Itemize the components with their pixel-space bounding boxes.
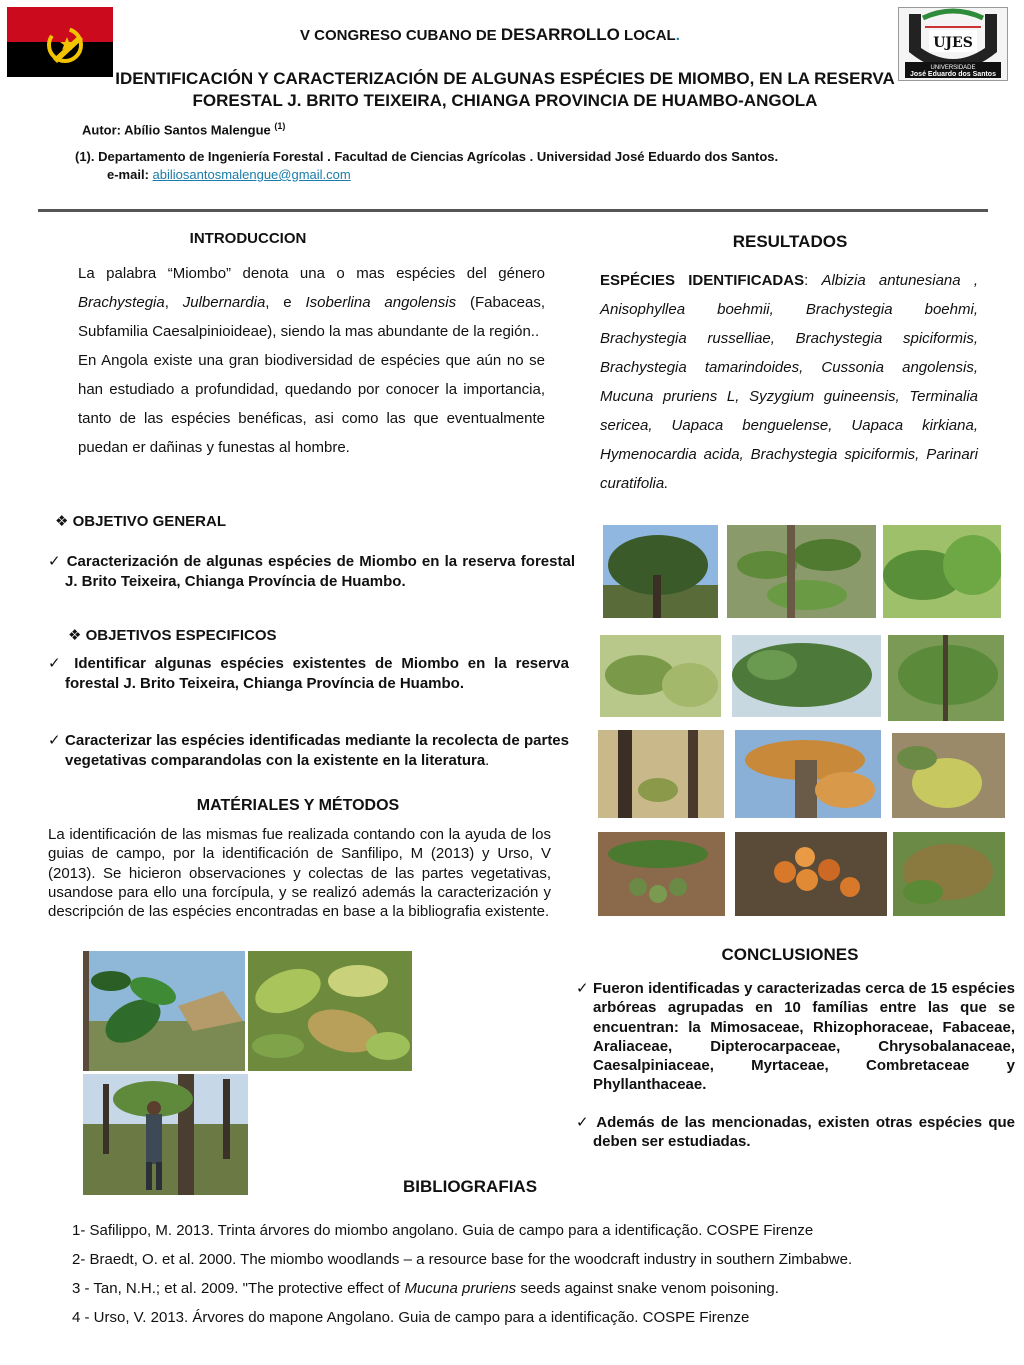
checkmark-icon: ✓ (48, 655, 75, 672)
conclusion-text: Además de las mencionadas, existen otras espécies que deben ser estudiadas. (593, 1114, 1015, 1151)
affiliation (75, 148, 955, 184)
intro-body (78, 259, 545, 462)
genus-name: Isoberlina angolensis (305, 294, 457, 311)
species-list: Albizia antunesiana , Anisophyllea boehmii, Brachystegia boehmi, Brachystegia russelliae, Brachystegia spiciformis, Brachystegia tamarindoides, Cussonia angolensis, Mucuna pruriens L, Syzygium guineensis, Terminalia sericea, Uapaca benguelense, Uapaca kirkiana, Hymenocardia acida, Brachystegia spiciformis, Parinari curatifolia. (600, 272, 978, 492)
field-survey-photo (83, 1074, 248, 1195)
specific-objective-item (48, 731, 569, 770)
species-photo (892, 733, 1005, 818)
heading-text: OBJETIVOS ESPECIFICOS (85, 627, 277, 644)
university-logo (898, 7, 1008, 81)
checkmark-icon: ✓ (576, 980, 593, 997)
species-photo (598, 730, 724, 818)
conclusion-item (576, 1113, 1015, 1152)
species-photo (893, 832, 1005, 916)
species-photo (735, 730, 881, 818)
intro-text: , e (265, 294, 306, 311)
bibliography-entry (72, 1280, 779, 1297)
checkmark-icon: ✓ (48, 732, 66, 749)
genus-name: Julbernardia (182, 294, 266, 311)
objective-text: Caracterización de algunas espécies de Miombo en la reserva forestal J. Brito Teixeira, Chianga Província de Huambo. (65, 553, 575, 590)
specific-objective-item (48, 654, 569, 693)
species-photo (735, 832, 887, 916)
species-photo (883, 525, 1001, 618)
congress-prefix: V CONGRESO CUBANO DE (300, 27, 501, 44)
specific-objectives-heading (68, 626, 277, 644)
checkmark-icon: ✓ (576, 1114, 597, 1131)
email-link[interactable]: abiliosantosmalengue@gmail.com (152, 167, 351, 182)
species-label: ESPÉCIES IDENTIFICADAS (600, 272, 805, 289)
header-divider (38, 209, 988, 212)
congress-name (300, 25, 760, 45)
results-heading: RESULTADOS (732, 232, 848, 251)
diamond-bullet-icon: ❖ (55, 513, 73, 530)
conclusion-text: Fueron identificadas y caracterizadas cerca de 15 espécies arbóreas agrupadas en 10 famílias entre las que se encuentran: la Mimosaceae, Rhizophoraceae, Fabaceae, Araliaceae, Dipterocarpaceae, Chrysobalanaceae, Caesalpiniaceae, Myrtaceae, Combretaceae y Phyllanthaceae. (593, 980, 1015, 1094)
author-footnote: (1) (274, 121, 286, 131)
bibliography-entry: 1- Safilippo, M. 2013. Trinta árvores do miombo angolano. Guia de campo para a identificação. COSPE Firenze (72, 1222, 814, 1239)
congress-suffix: LOCAL (619, 27, 676, 44)
intro-text: La palabra “Miombo” denota una o mas espécies del género (78, 265, 545, 282)
checkmark-icon: ✓ (48, 553, 67, 570)
author (82, 121, 285, 137)
species-colon: : (804, 272, 822, 289)
affiliation-text: (1). Departamento de Ingeniería Forestal . Facultad de Ciencias Agrícolas . Universidad José Eduardo dos Santos. (75, 149, 779, 164)
author-name: Autor: Abílio Santos Malengue (82, 122, 271, 138)
entry-text: 3 - Tan, N.H.; et al. 2009. "The protective effect of (72, 1280, 405, 1297)
general-objective-heading (55, 512, 226, 530)
methods-heading: MATÉRIALES Y MÉTODOS (196, 797, 400, 814)
genus-name: Brachystegia (78, 294, 165, 311)
general-objective-item (48, 552, 575, 591)
angola-flag (7, 7, 113, 77)
intro-text: , (164, 294, 183, 311)
species-photo (598, 832, 725, 916)
methods-body: La identificación de las mismas fue realizada contando con la ayuda de los guias de campo, por la identificación de Sanfilipo, M (2013) y Urso, V (2013). Se hicieron observaciones y colectas de las partes vegetativas, usandose para ello una forcípula, y se realizó además la caracterización y descripción de las espécies encontradas en base a la bibliografia existente. (48, 826, 551, 921)
logo-subtitle-1: UNIVERSIDADE (930, 65, 976, 71)
diamond-bullet-icon: ❖ (68, 627, 86, 644)
seed-pod-photo (248, 951, 412, 1071)
congress-highlight: DESARROLLO (500, 25, 620, 44)
species-photo (600, 635, 721, 717)
poster-title: IDENTIFICACIÓN Y CARACTERIZACIÓN DE ALGUNAS ESPÉCIES DE MIOMBO, EN LA RESERVA FORESTAL J. BRITO TEIXEIRA, CHIANGA PROVINCIA DE HUAMBO-ANGOLA (115, 69, 895, 110)
heading-text: OBJETIVO GENERAL (72, 513, 226, 530)
email-label: e-mail: (107, 167, 149, 182)
logo-subtitle-2: José Eduardo dos Santos (910, 71, 996, 78)
species-photo (727, 525, 876, 618)
intro-paragraph-1 (78, 259, 545, 346)
intro-heading: INTRODUCCION (189, 230, 307, 247)
intro-paragraph-2: En Angola existe una gran biodiversidad de espécies que aún no se han estudiado a profundidad, quedando por conocer la importancia, tanto de las espécies benéficas, asi como las que eventualmente puedan er dañinas y funestas al hombre. (78, 352, 545, 456)
results-body (600, 266, 978, 498)
conclusions-heading: CONCLUSIONES (721, 945, 859, 964)
bibliography-entry: 2- Braedt, O. et al. 2000. The miombo woodlands – a resource base for the woodcraft industry in southern Zimbabwe. (72, 1251, 853, 1268)
bibliography-entry: 4 - Urso, V. 2013. Árvores do mapone Angolano. Guia de campo para a identificação. COSPE Firenze (72, 1309, 750, 1326)
species-photo (888, 635, 1004, 721)
objective-text: Caracterizar las espécies identificadas mediante la recolecta de partes vegetativas comparandolas con la existente en la literatura (65, 732, 569, 769)
species-photo (732, 635, 881, 717)
species-photo (603, 525, 718, 618)
entry-text: seeds against snake venom poisoning. (516, 1280, 779, 1297)
congress-dot: . (675, 27, 680, 44)
logo-title: UJES (933, 35, 973, 51)
leaf-photo (83, 951, 245, 1071)
bibliography-heading: BIBLIOGRAFIAS (402, 1177, 538, 1196)
objective-text: Identificar algunas espécies existentes de Miombo en la reserva forestal J. Brito Teixeira, Chianga Província de Huambo. (65, 655, 569, 692)
intro-text: (Fabaceas, Subfamilia Caesalpinioideae), siendo la mas abundante de la región.. (78, 294, 545, 340)
entry-italic: Mucuna pruriens (404, 1280, 517, 1297)
objective-period: . (485, 751, 490, 769)
conclusion-item (576, 979, 1015, 1095)
